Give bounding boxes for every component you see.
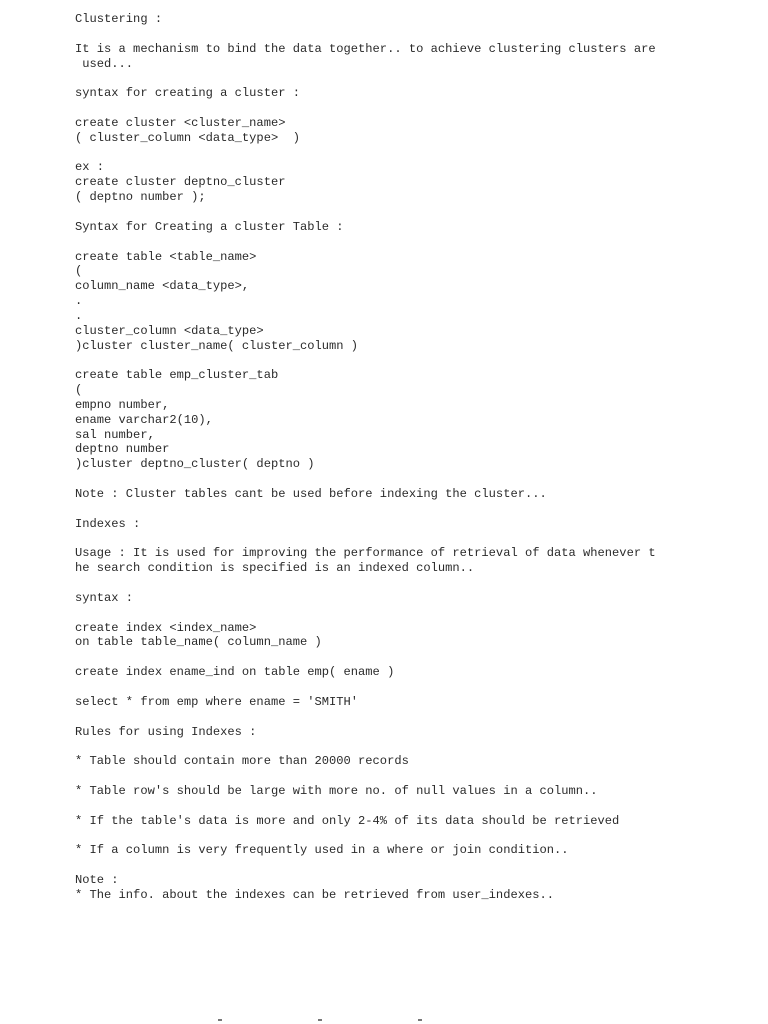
text-line: ( cluster_column <data_type> ) [75, 130, 300, 145]
blank-line [75, 532, 735, 547]
text-line: deptno number [75, 442, 170, 457]
text-line: * If a column is very frequently used in a where or join condition.. [75, 843, 569, 858]
text-line: he search condition is specified is an indexed column.. [75, 561, 475, 576]
document-page [75, 12, 735, 903]
text-line: column_name <data_type>, [75, 279, 250, 294]
text-line: * The info. about the indexes can be retrieved from user_indexes.. [75, 887, 554, 902]
text-line: Rules for using Indexes : [75, 724, 257, 739]
blank-line [75, 650, 735, 665]
text-line: cluster_column <data_type> [75, 323, 264, 338]
blank-line [75, 71, 735, 86]
text-line: ( deptno number ); [75, 190, 206, 205]
blank-line [75, 710, 735, 725]
blank-line [75, 502, 735, 517]
blank-line [75, 680, 735, 695]
text-line: sal number, [75, 427, 155, 442]
text-line: Note : Cluster tables cant be used before indexing the cluster... [75, 487, 547, 501]
text-line: * If the table's data is more and only 2-4% of its data should be retrieved [75, 813, 620, 828]
text-line: * Table should contain more than 20000 records [75, 754, 409, 769]
text-line: create cluster deptno_cluster [75, 175, 286, 190]
text-line: Indexes : [75, 516, 141, 531]
blank-line [75, 858, 735, 873]
text-line: . [75, 308, 83, 323]
text-line: ( [75, 264, 83, 279]
text-line: It is a mechanism to bind the data together.. to achieve clustering clusters are [75, 41, 656, 56]
blank-line [75, 606, 735, 621]
text-line: Usage : It is used for improving the performance of retrieval of data whenever t [75, 546, 656, 561]
text-line: empno number, [75, 397, 170, 412]
blank-line [75, 353, 735, 368]
blank-line [75, 235, 735, 250]
text-line: create table <table_name> [75, 249, 257, 264]
blank-line [75, 146, 735, 161]
text-line: create index <index_name> [75, 620, 257, 635]
blank-line [75, 739, 735, 754]
text-line: )cluster deptno_cluster( deptno ) [75, 457, 315, 472]
text-line: * Table row's should be large with more no. of null values in a column.. [75, 783, 598, 798]
text-line: ( [75, 383, 83, 398]
text-line: )cluster cluster_name( cluster_column ) [75, 338, 359, 353]
text-line: used... [75, 56, 134, 71]
blank-line [75, 205, 735, 220]
blank-line [75, 27, 735, 42]
page-bottom-marks [0, 1019, 768, 1024]
blank-line [75, 576, 735, 591]
text-line: Clustering : [75, 12, 163, 26]
blank-line [75, 769, 735, 784]
text-line: select * from emp where ename = 'SMITH' [75, 694, 359, 709]
text-line: ex : [75, 160, 105, 175]
text-line: Syntax for Creating a cluster Table : [75, 219, 344, 234]
text-line: create index ename_ind on table emp( ename ) [75, 665, 395, 680]
text-line: create table emp_cluster_tab [75, 368, 279, 383]
blank-line [75, 101, 735, 116]
text-line: syntax for creating a cluster : [75, 86, 300, 101]
blank-line [75, 799, 735, 814]
text-line: ename varchar2(10), [75, 412, 213, 427]
text-line: . [75, 294, 83, 309]
text-line: Note : [75, 872, 119, 887]
text-line: syntax : [75, 590, 134, 605]
blank-line [75, 828, 735, 843]
text-line: create cluster <cluster_name> [75, 115, 286, 130]
blank-line [75, 472, 735, 487]
text-line: on table table_name( column_name ) [75, 635, 322, 650]
